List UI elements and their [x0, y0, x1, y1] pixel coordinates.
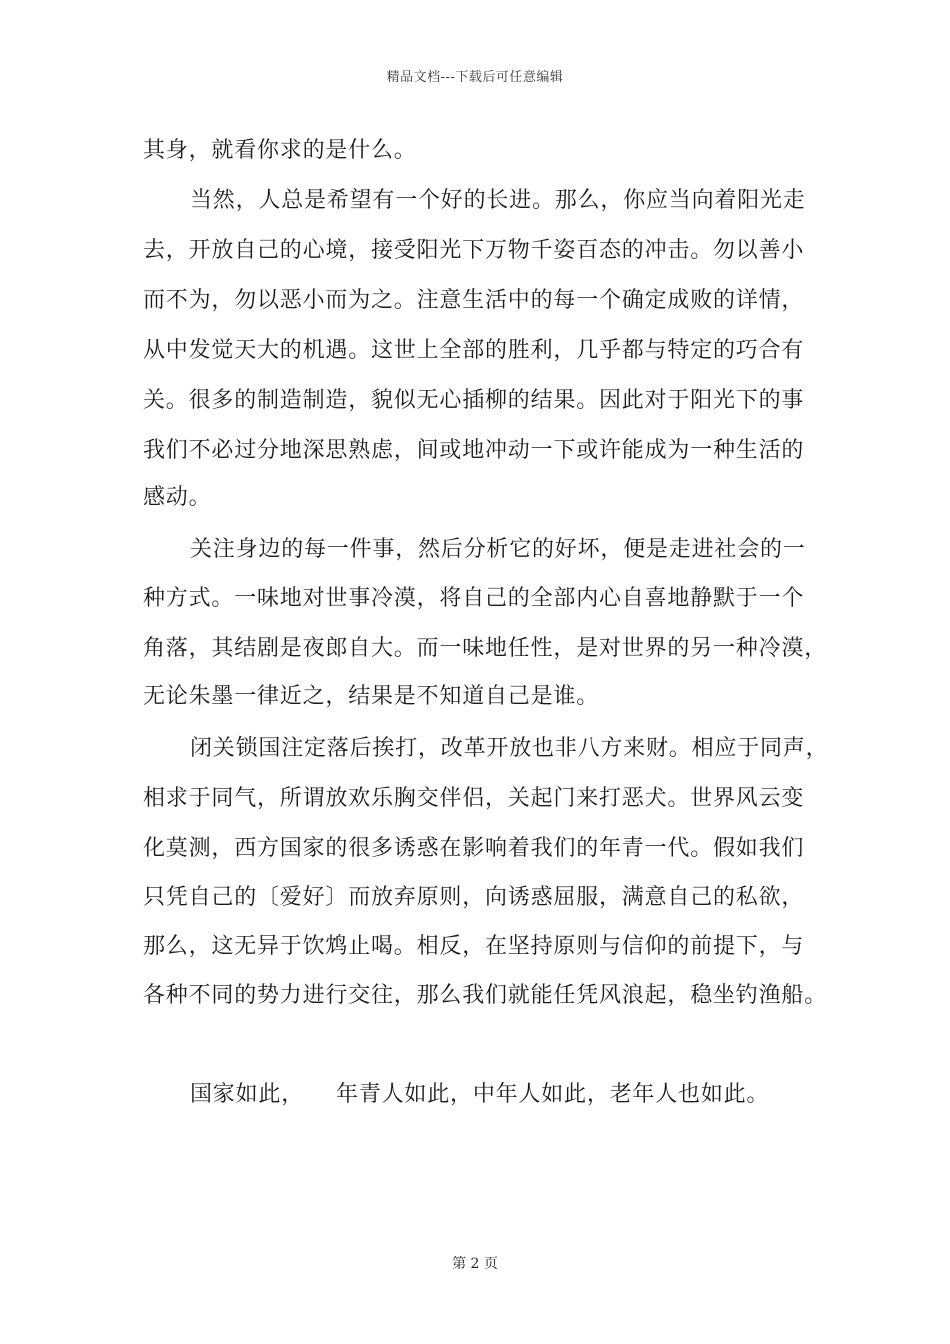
text-line: 相求于同气，所谓放欢乐胸交伴侣，关起门来打恶犬。世界风云变 — [143, 786, 805, 811]
text-line: 各种不同的势力进行交往，那么我们就能任凭风浪起，稳坐钓渔船。 — [143, 983, 828, 1008]
paragraph-first-line: 关注身边的每一件事，然后分析它的好坏，便是走进社会的一 — [190, 537, 806, 562]
text-line: 只凭自己的〔爱好〕而放弃原则，向诱惑屈服，满意自己的私欲， — [143, 885, 805, 910]
text-line: 其身，就看你求的是什么。 — [143, 138, 417, 163]
text-line: 关。很多的制造制造，貌似无心插柳的结果。因此对于阳光下的事 — [143, 388, 805, 413]
text-line: 从中发觉天大的机遇。这世上全部的胜利，几乎都与特定的巧合有 — [143, 338, 805, 363]
text-line: 我们不必过分地深思熟虑，间或地冲动一下或许能成为一种生活的 — [143, 438, 805, 463]
text-line: 感动。 — [143, 485, 212, 510]
text-line: 角落，其结剧是夜郎自大。而一味地任性，是对世界的另一种冷漠， — [143, 636, 828, 661]
text-line: 化莫测，西方国家的很多诱惑在影响着我们的年青一代。假如我们 — [143, 836, 805, 861]
page-number: 第 2 页 — [452, 1256, 498, 1272]
closing-part-1: 国家如此， — [190, 1082, 305, 1107]
closing-line — [190, 1080, 769, 1110]
text-line: 无论朱墨一律近之，结果是不知道自己是谁。 — [143, 684, 600, 709]
text-line: 去，开放自己的心境，接受阳光下万物千姿百态的冲击。勿以善小 — [143, 238, 805, 263]
paragraph-first-line: 当然，人总是希望有一个好的长进。那么，你应当向着阳光走 — [190, 188, 806, 213]
text-line: 那么，这无异于饮鸩止喝。相反，在坚持原则与信仰的前提下，与 — [143, 934, 805, 959]
text-line: 种方式。一味地对世事冷漠，将自己的全部内心自喜地静默于一个 — [143, 586, 805, 611]
page-header: 精品文档---下载后可任意编辑 — [386, 70, 564, 85]
text-line: 而不为，勿以恶小而为之。注意生活中的每一个确定成败的详情， — [143, 288, 805, 313]
closing-part-2: 年青人如此，中年人如此，老年人也如此。 — [336, 1082, 770, 1107]
paragraph-first-line: 闭关锁国注定落后挨打，改革开放也非八方来财。相应于同声， — [190, 736, 829, 761]
